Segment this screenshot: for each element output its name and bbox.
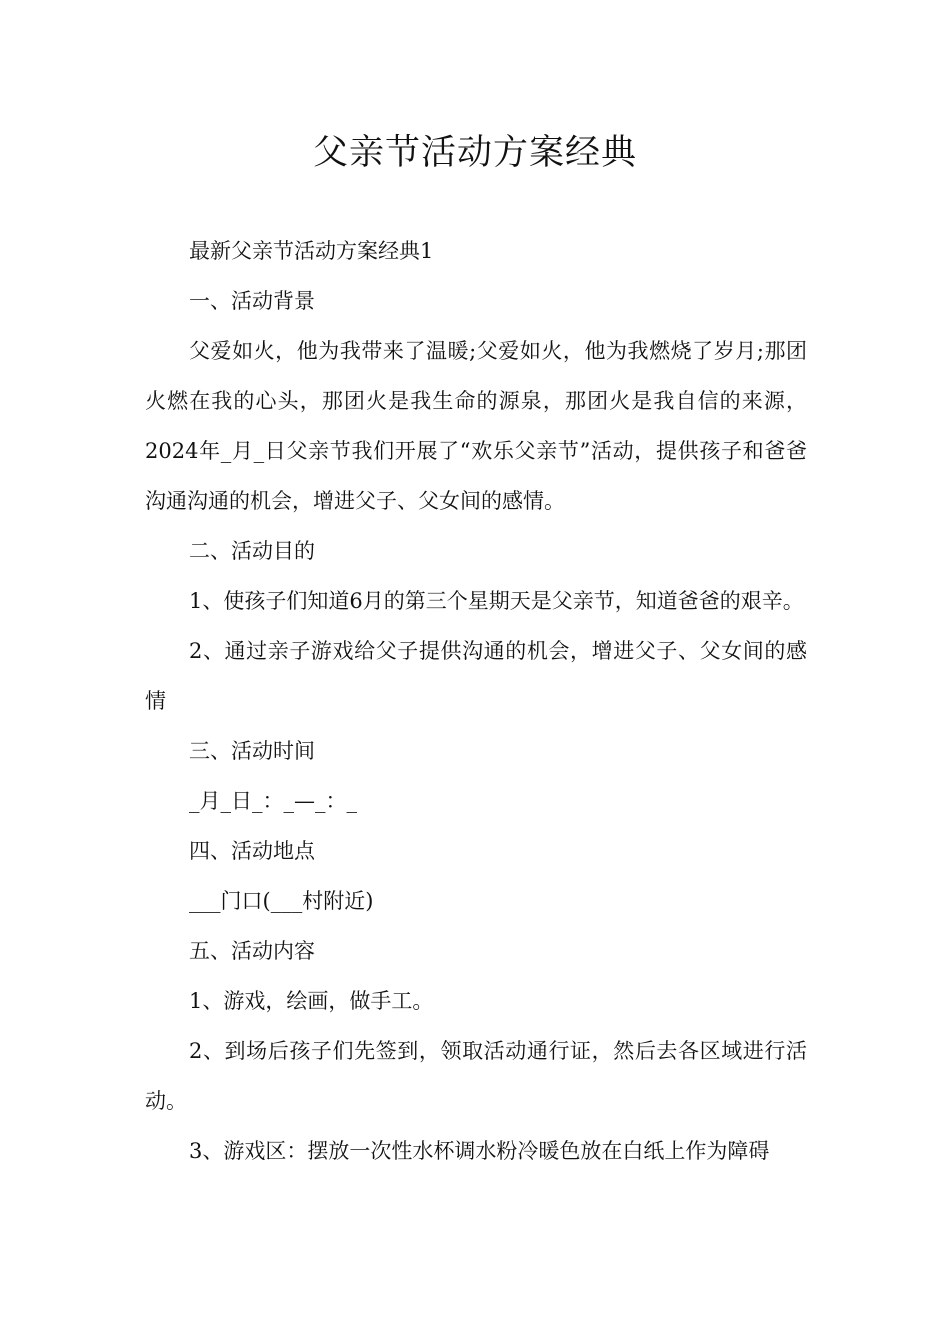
- section-heading-purpose: 二、活动目的: [189, 539, 315, 563]
- paragraph-location: ___门口(___村附近): [189, 889, 374, 913]
- section-heading-time: 三、活动时间: [189, 739, 315, 763]
- section-heading-content: 五、活动内容: [189, 939, 315, 963]
- section-heading-background: 一、活动背景: [189, 289, 315, 313]
- section-heading-location: 四、活动地点: [189, 839, 315, 863]
- paragraph-content-2: 2、到场后孩子们先签到，领取活动通行证，然后去各区域进行活动。: [145, 1039, 807, 1113]
- paragraph-purpose-1: 1、使孩子们知道6月的第三个星期天是父亲节，知道爸爸的艰辛。: [189, 589, 804, 613]
- paragraph-time: _月_日_：_—_：_: [189, 789, 357, 813]
- paragraph-content-3: 3、游戏区：摆放一次性水杯调水粉冷暖色放在白纸上作为障碍: [189, 1139, 770, 1163]
- paragraph-background: 父爱如火，他为我带来了温暖;父爱如火，他为我燃烧了岁月;那团火燃在我的心头，那团火是我生命的源泉，那团火是我自信的来源，2024年_月_日父亲节我们开展了“欢乐父亲节”活动，提供孩子和爸爸沟通沟通的机会，增进父子、父女间的感情。: [145, 339, 807, 513]
- document-body: [145, 226, 807, 1176]
- document-title: 父亲节活动方案经典: [312, 133, 637, 173]
- paragraph-purpose-2: 2、通过亲子游戏给父子提供沟通的机会，增进父子、父女间的感情: [145, 639, 807, 713]
- section-heading-1: 最新父亲节活动方案经典1: [189, 239, 434, 263]
- paragraph-content-1: 1、游戏，绘画，做手工。: [189, 989, 434, 1013]
